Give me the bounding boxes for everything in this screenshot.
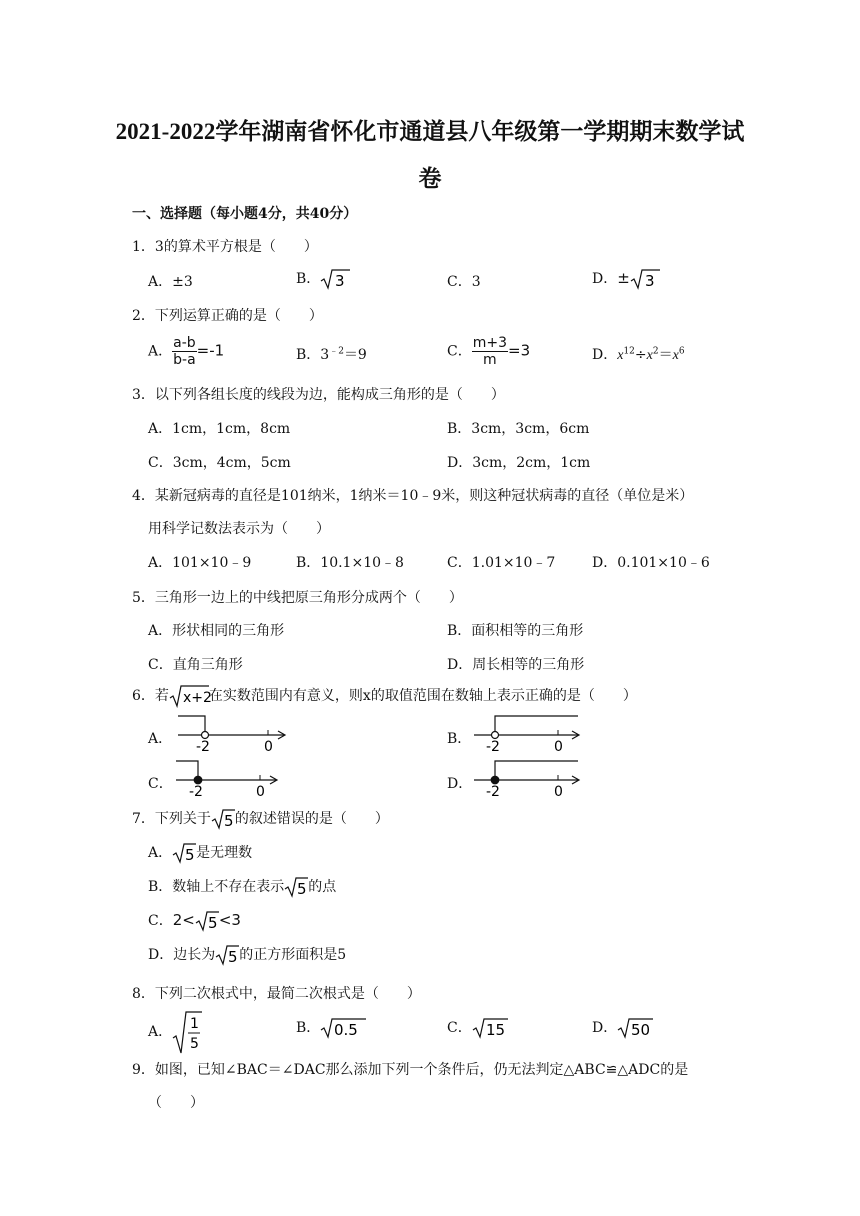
svg-text:0: 0 (554, 784, 563, 800)
section-heading: 一、选择题（每小题4分，共40分） (132, 206, 358, 222)
svg-text:5: 5 (190, 1036, 200, 1052)
q6-option-b-label: B． (447, 731, 472, 747)
svg-text:50: 50 (631, 1021, 651, 1039)
svg-text:5: 5 (185, 846, 195, 864)
sqrt-symbol (169, 684, 212, 708)
q6-option-d-label: D． (447, 776, 473, 792)
q5-option-b: B．面积相等的三角形 (447, 623, 584, 639)
svg-text:0: 0 (256, 784, 265, 800)
page-title-line-1: 2021-2022学年湖南省怀化市通道县八年级第一学期期末数学试 (115, 119, 745, 144)
q3-option-c: C．3cm，4cm，5cm (148, 455, 291, 471)
q5-option-c: C．直角三角形 (148, 657, 243, 673)
q1-option-d: D．± 3 (592, 268, 660, 290)
q6-option-c-label: C． (148, 776, 173, 792)
q4-option-d: D．0.101×10﹣6 (592, 555, 710, 571)
q7-option-b: B．数轴上不存在表示 5 的点 (148, 876, 336, 898)
q7-option-c: C．2< 5 <3 (148, 911, 241, 932)
q2-option-c: C． $\frac{m+3}{m}$ =3 (447, 335, 531, 368)
q8-option-a: A． 1 5 (148, 1010, 202, 1054)
question-7-stem: 7．下列关于 5 的叙述错误的是（ ） (132, 808, 389, 830)
sqrt-fraction (172, 1010, 202, 1054)
q8-option-c: C． 15 (447, 1017, 508, 1039)
q3-option-d: D．3cm，2cm，1cm (447, 455, 591, 471)
svg-text:3: 3 (335, 272, 345, 290)
svg-text:5: 5 (228, 948, 238, 966)
svg-text:-2: -2 (486, 784, 500, 800)
q8-option-d: D． 50 (592, 1017, 653, 1039)
question-4-stem-line-2: 用科学记数法表示为（ ） (148, 521, 330, 537)
sqrt-symbol (630, 268, 660, 290)
svg-text:-2: -2 (196, 739, 210, 755)
sqrt-symbol (472, 1017, 508, 1039)
question-9-stem-line-2: （ ） (148, 1095, 204, 1111)
question-6-stem: 6．若 x+2 在实数范围内有意义，则x的取值范围在数轴上表示正确的是（ ） (132, 684, 637, 708)
sqrt-symbol (211, 808, 235, 830)
svg-text:0: 0 (264, 739, 273, 755)
q5-option-d: D．周长相等的三角形 (447, 657, 585, 673)
question-1-stem: 1．3的算术平方根是（ ） (132, 239, 318, 255)
svg-text:5: 5 (207, 914, 218, 932)
page-title-line-2: 卷 (418, 166, 442, 191)
q2-option-b: B．$3^{﹣2}=9$ (296, 346, 367, 363)
q1-option-b: B． 3 (296, 268, 350, 290)
question-2-stem: 2．下列运算正确的是（ ） (132, 308, 323, 324)
fraction: $\frac{a-b}{b-a}$ (173, 335, 196, 368)
svg-text:0: 0 (554, 739, 563, 755)
q6-option-c-number-line (172, 758, 292, 800)
sqrt-symbol (172, 842, 196, 864)
q6-option-b-number-line (468, 713, 588, 755)
sqrt-symbol (195, 910, 219, 932)
q4-option-b: B．10.1×10﹣8 (296, 555, 404, 571)
svg-text:-2: -2 (189, 784, 203, 800)
q2-option-a: A． $\frac{a-b}{b-a}$ =-1 (148, 335, 225, 368)
q6-option-d-number-line (468, 758, 588, 800)
question-3-stem: 3．以下列各组长度的线段为边，能构成三角形的是（ ） (132, 387, 505, 403)
q7-option-d: D．边长为 5 的正方形面积是5 (148, 944, 346, 966)
q1-option-c: C．3 (447, 274, 481, 290)
svg-text:3: 3 (644, 272, 655, 290)
sqrt-symbol (617, 1017, 653, 1039)
q3-option-a: A．1cm，1cm，8cm (148, 421, 291, 437)
sqrt-symbol (320, 268, 350, 290)
svg-text:x+2: x+2 (182, 690, 212, 706)
q6-option-a-label: A． (148, 731, 173, 747)
question-5-stem: 5．三角形一边上的中线把原三角形分成两个（ ） (132, 590, 463, 606)
sqrt-symbol (320, 1017, 366, 1039)
svg-text:15: 15 (485, 1021, 505, 1039)
q5-option-a: A．形状相同的三角形 (148, 623, 285, 639)
sqrt-symbol (215, 944, 239, 966)
svg-text:-2: -2 (486, 739, 500, 755)
svg-text:0.5: 0.5 (334, 1021, 359, 1039)
svg-text:1: 1 (190, 1016, 200, 1032)
q4-option-a: A．101×10﹣9 (148, 555, 252, 571)
q6-option-a-number-line (172, 713, 292, 755)
q3-option-b: B．3cm，3cm，6cm (447, 421, 590, 437)
q4-option-c: C．1.01×10﹣7 (447, 555, 556, 571)
question-8-stem: 8．下列二次根式中，最简二次根式是（ ） (132, 986, 421, 1002)
q2-option-d: D．$x^{12}\div x^2=x^6$ (592, 346, 685, 363)
svg-text:5: 5 (297, 880, 307, 898)
sqrt-symbol (284, 876, 308, 898)
q1-option-a: A．±3 (148, 274, 193, 290)
svg-text:5: 5 (223, 812, 234, 830)
question-4-stem-line-1: 4．某新冠病毒的直径是101纳米，1纳米＝10﹣9米，则这种冠状病毒的直径（单位是米） (132, 488, 694, 504)
question-9-stem-line-1: 9．如图，已知∠BAC＝∠DAC那么添加下列一个条件后，仍无法判定△ABC≌△ADC的是 (132, 1062, 689, 1078)
fraction: $\frac{m+3}{m}$ (472, 335, 507, 368)
q8-option-b: B． 0.5 (296, 1017, 366, 1039)
q7-option-a: A． 5 是无理数 (148, 842, 252, 864)
